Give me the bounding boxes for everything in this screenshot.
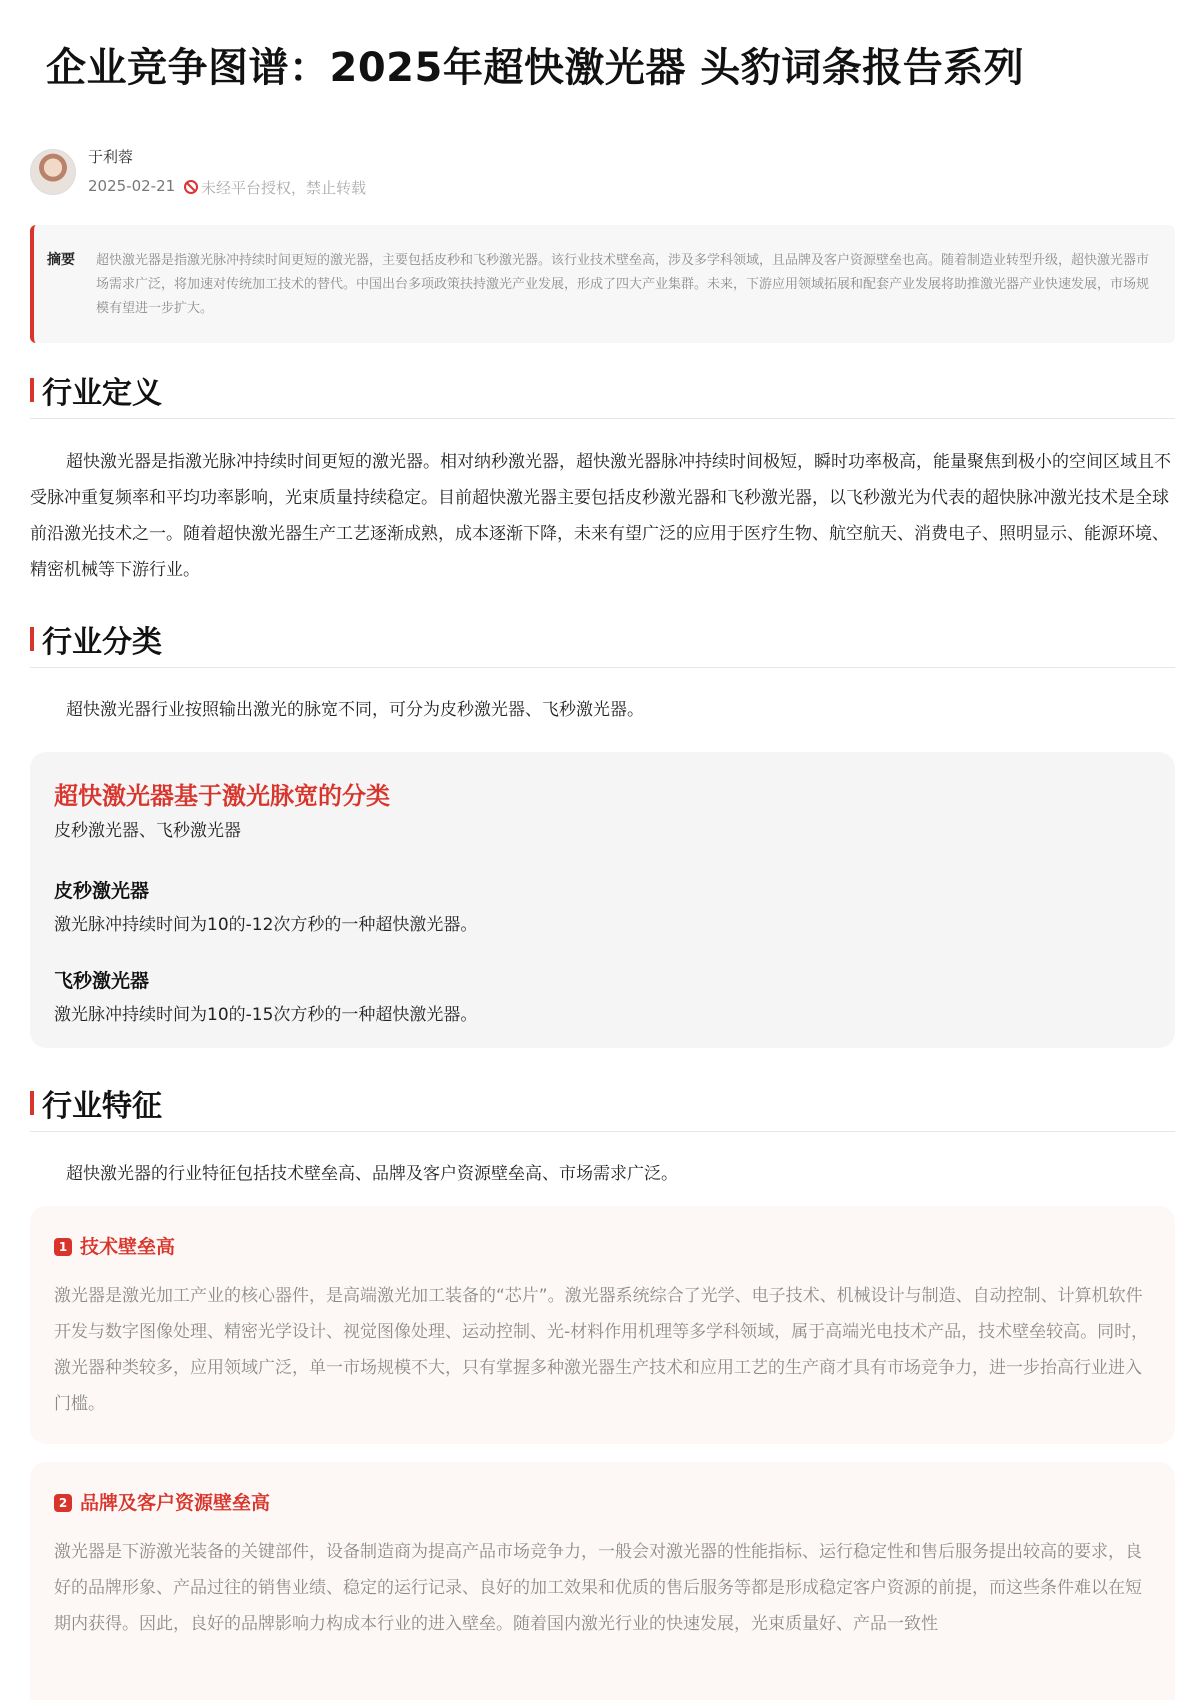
section-title: 行业特征	[42, 1089, 162, 1124]
feature-card-brand-barrier	[30, 1462, 1175, 1700]
category-desc-femtosecond: 激光脉冲持续时间为10的-15次方秒的一种超快激光器。	[54, 1005, 478, 1025]
feature-title: 技术壁垒高	[80, 1236, 176, 1258]
abstract-text: 超快激光器是指激光脉冲持续时间更短的激光器，主要包括皮秒和飞秒激光器。该行业技术壁垒高，涉及多学科领域，且品牌及客户资源壁垒也高。随着制造业转型升级，超快激光器市场需求广泛，将加速对传统加工技术的替代。中国出台多项政策扶持激光产业发展，形成了四大产业集群。未来，下游应用领域拓展和配套产业发展将助推激光器产业快速发展，市场规模有望进一步扩大。	[96, 253, 1150, 316]
copyright-notice-text: 未经平台授权，禁止转载	[201, 179, 367, 197]
section-accent-bar	[30, 1091, 34, 1115]
definition-paragraph: 超快激光器是指激光脉冲持续时间更短的激光器。相对纳秒激光器，超快激光器脉冲持续时间极短，瞬时功率极高，能量聚焦到极小的空间区域且不受脉冲重复频率和平均功率影响，光束质量持续稳定。目前超快激光器主要包括皮秒激光器和飞秒激光器，以飞秒激光为代表的超快脉冲激光技术是全球前沿激光技术之一。随着超快激光器生产工艺逐渐成熟，成本逐渐下降，未来有望广泛的应用于医疗生物、航空航天、消费电子、照明显示、能源环境、精密机械等下游行业。	[30, 452, 1171, 580]
copyright-notice	[184, 177, 366, 198]
section-accent-bar	[30, 627, 34, 651]
number-badge: 1	[54, 1238, 72, 1256]
number-badge: 2	[54, 1494, 72, 1512]
classification-card-title: 超快激光器基于激光脉宽的分类	[54, 782, 390, 810]
abstract-box	[30, 225, 1175, 343]
feature-card-header	[54, 1232, 175, 1258]
abstract-label: 摘要	[47, 252, 75, 268]
page-title: 企业竞争图谱：2025年超快激光器 头豹词条报告系列	[46, 45, 1025, 91]
category-name-femtosecond: 飞秒激光器	[54, 970, 150, 992]
section-title: 行业分类	[42, 625, 162, 660]
feature-card-tech-barrier	[30, 1206, 1175, 1444]
classification-card	[30, 752, 1175, 1048]
section-title: 行业定义	[42, 376, 162, 411]
ban-icon	[184, 180, 198, 194]
feature-text: 激光器是激光加工产业的核心器件，是高端激光加工装备的“芯片”。激光器系统综合了光学、电子技术、机械设计与制造、自动控制、计算机软件开发与数字图像处理、精密光学设计、视觉图像处理、运动控制、光-材料作用机理等多学科领域，属于高端光电技术产品，技术壁垒较高。同时，激光器种类较多，应用领域广泛，单一市场规模不大，只有掌握多种激光器生产技术和应用工艺的生产商才具有市场竞争力，进一步抬高行业进入门槛。	[54, 1286, 1149, 1414]
section-accent-bar	[30, 378, 34, 402]
section-heading-features	[30, 1076, 1175, 1132]
section-heading-definition	[30, 363, 1175, 419]
section-heading-classification	[30, 612, 1175, 668]
features-intro: 超快激光器的行业特征包括技术壁垒高、品牌及客户资源壁垒高、市场需求广泛。	[66, 1164, 678, 1184]
feature-title: 品牌及客户资源壁垒高	[80, 1492, 271, 1514]
classification-card-subtitle: 皮秒激光器、飞秒激光器	[54, 821, 241, 841]
author-info	[30, 146, 630, 202]
author-name[interactable]: 于利蓉	[88, 148, 134, 166]
feature-card-header	[54, 1488, 270, 1514]
publish-date: 2025-02-21	[88, 177, 176, 195]
classification-intro: 超快激光器行业按照输出激光的脉宽不同，可分为皮秒激光器、飞秒激光器。	[66, 700, 644, 720]
category-name-picosecond: 皮秒激光器	[54, 880, 150, 902]
feature-text: 激光器是下游激光装备的关键部件，设备制造商为提高产品市场竞争力，一般会对激光器的性能指标、运行稳定性和售后服务提出较高的要求，良好的品牌形象、产品过往的销售业绩、稳定的运行记录、良好的加工效果和优质的售后服务等都是形成稳定客户资源的前提，而这些条件难以在短期内获得。因此，良好的品牌影响力构成本行业的进入壁垒。随着国内激光行业的快速发展，光束质量好、产品一致性	[54, 1542, 1142, 1634]
category-desc-picosecond: 激光脉冲持续时间为10的-12次方秒的一种超快激光器。	[54, 915, 478, 935]
author-avatar[interactable]	[30, 149, 76, 195]
